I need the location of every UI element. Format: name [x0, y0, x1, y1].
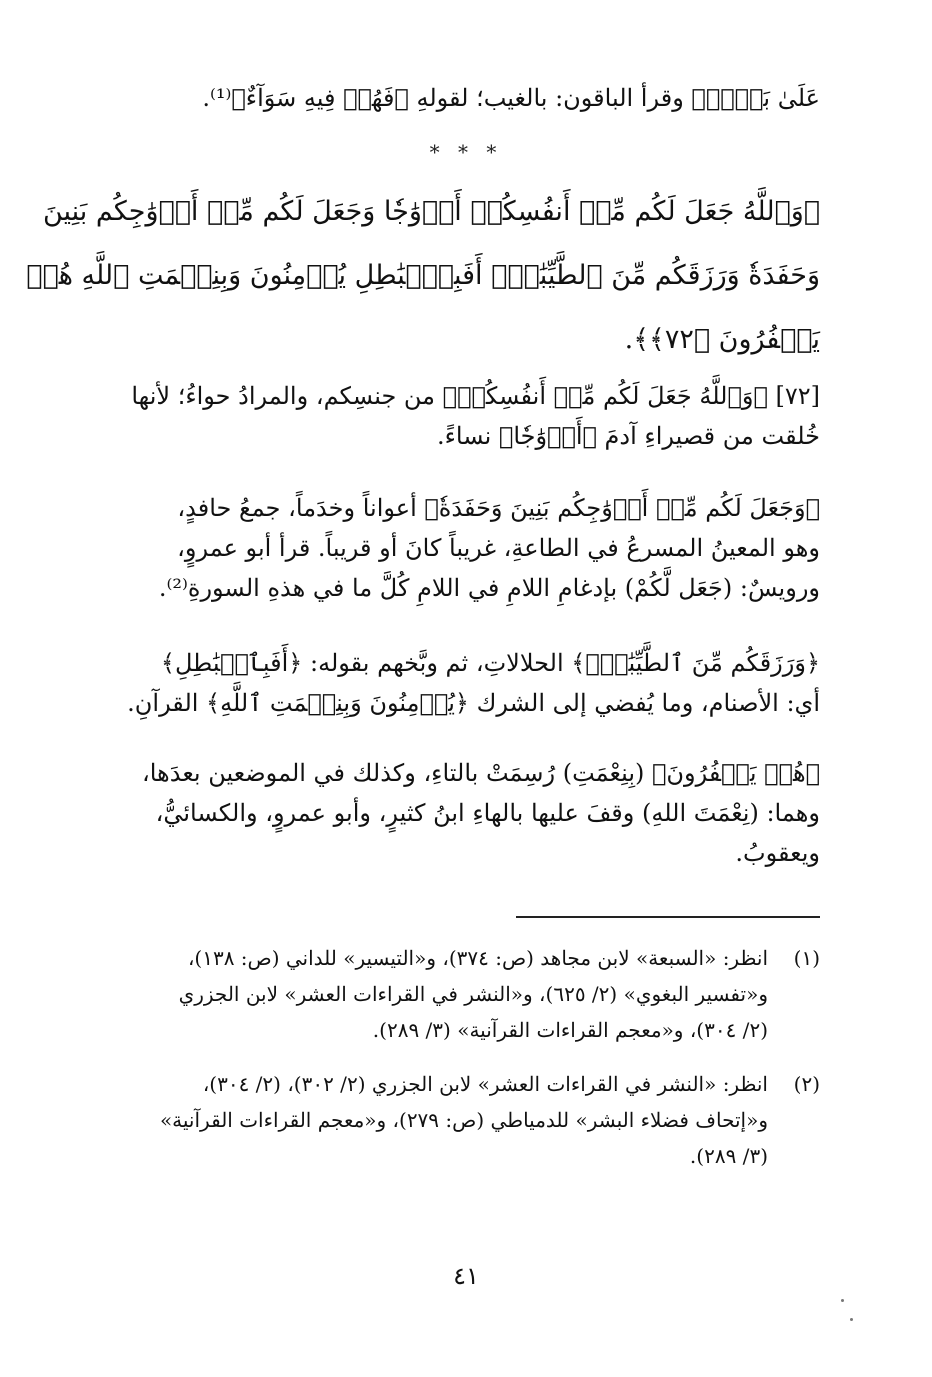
scan-speck	[841, 1299, 844, 1302]
commentary-paragraph	[114, 488, 820, 608]
paragraph-line: [٧٢] ﴿وَٱللَّهُ جَعَلَ لَكُم مِّنۡ أَنفُسِكُمۡ﴾ من جنسِكم، والمرادُ حواءُ؛ لأنها	[131, 382, 820, 410]
verse-block	[26, 180, 820, 372]
paragraph-line: ويعقوبُ.	[735, 839, 820, 867]
footnote-line: و«تفسير البغوي» (٢/ ٦٢٥)، و«النشر في القراءات العشر» لابن الجزري	[178, 982, 768, 1006]
footnote-line: انظر: «السبعة» لابن مجاهد (ص: ٣٧٤)، و«التيسير» للداني (ص: ١٣٨)،	[187, 946, 768, 970]
verse-line: وَحَفَدَةٗ وَرَزَقَكُم مِّنَ ٱلطَّيِّبَٰتِۚ أَفَبِٱلۡبَٰطِلِ يُؤۡمِنُونَ وَبِنِعۡمَتِ ٱللَّهِ هُمۡ	[26, 260, 820, 291]
footnote-line: (٣/ ٢٨٩).	[689, 1144, 768, 1168]
scan-speck	[850, 1318, 853, 1321]
paragraph-line: وهو المعينُ المسرعُ في الطاعةِ، غريباً كانَ أو قريباً. قرأ أبو عمروٍ،	[177, 534, 820, 562]
footnote-line: و«إتحاف فضلاء البشر» للدمياطي (ص: ٢٧٩)، و«معجم القراءات القرآنية»	[159, 1108, 768, 1132]
section-separator-stars: * * *	[429, 140, 503, 164]
continuation-line: عَلَىٰ بَعۡضٖ﴾ وقرأ الباقون: بالغيب؛ لقولهِ ﴿فَهُمۡ فِيهِ سَوَآءٌ﴾⁽¹⁾.	[202, 84, 820, 112]
paragraph-line: وهما: (نِعْمَتَ اللهِ) وقفَ عليها بالهاءِ ابنُ كثيرٍ، وأبو عمروٍ، والكسائيُّ،	[155, 799, 820, 827]
paragraph-line: ﴿وَرَزَقَكُم مِّنَ ٱلطَّيِّبَٰتِۚ﴾ الحلالاتِ، ثم وبَّخهم بقوله: ﴿أَفَبِٱلۡبَٰطِلِ﴾	[160, 649, 820, 677]
paragraph-line: أي: الأصنام، وما يُفضي إلى الشرك ﴿يُؤۡمِنُونَ وَبِنِعۡمَتِ ٱللَّهِ﴾ القرآنِ.	[127, 689, 820, 717]
paragraph-line: خُلقت من قصيراءِ آدمَ ﴿أَزۡوَٰجٗا﴾ نساءً.	[436, 422, 820, 450]
footnote-line: انظر: «النشر في القراءات العشر» لابن الجزري (٢/ ٣٠٢)، (٢/ ٣٠٤)،	[202, 1072, 768, 1096]
commentary-paragraph	[114, 643, 820, 723]
page-number: ٤١	[453, 1262, 479, 1290]
continuation-line-block	[114, 78, 820, 118]
commentary-paragraph	[114, 753, 820, 873]
paragraph-line: ﴿وَجَعَلَ لَكُم مِّنۡ أَزۡوَٰجِكُم بَنِينَ وَحَفَدَةٗ﴾ أعواناً وخدَماً، جمعُ حافدٍ،	[177, 494, 820, 522]
footnote-text	[114, 940, 768, 1048]
paragraph-line: ورويسٌ: (جَعَل لَّكُمْ) بإدغامِ اللامِ في اللامِ كُلَّ ما في هذهِ السورةِ⁽²⁾.	[158, 574, 820, 602]
verse-line: ﴿وَٱللَّهُ جَعَلَ لَكُم مِّنۡ أَنفُسِكُمۡ أَزۡوَٰجٗا وَجَعَلَ لَكُم مِّنۡ أَزۡوَٰجِكُم بَنِينَ	[42, 196, 820, 227]
verse-line: يَكۡفُرُونَ ﴿٧٢﴾﴾.	[624, 324, 820, 355]
footnote-text	[114, 1066, 768, 1174]
footnote-line: (٢/ ٣٠٤)، و«معجم القراءات القرآنية» (٣/ ٢٨٩).	[372, 1018, 768, 1042]
footnote-number: (٢)	[793, 1072, 820, 1096]
footnote-number: (١)	[793, 946, 820, 970]
footnote-separator	[516, 916, 820, 918]
paragraph-line: ﴿هُمۡ يَكۡفُرُونَ﴾ (بِنِعْمَتِ) رُسِمَتْ بالتاءِ، وكذلك في الموضعين بعدَها،	[142, 759, 820, 787]
commentary-paragraph	[114, 376, 820, 456]
